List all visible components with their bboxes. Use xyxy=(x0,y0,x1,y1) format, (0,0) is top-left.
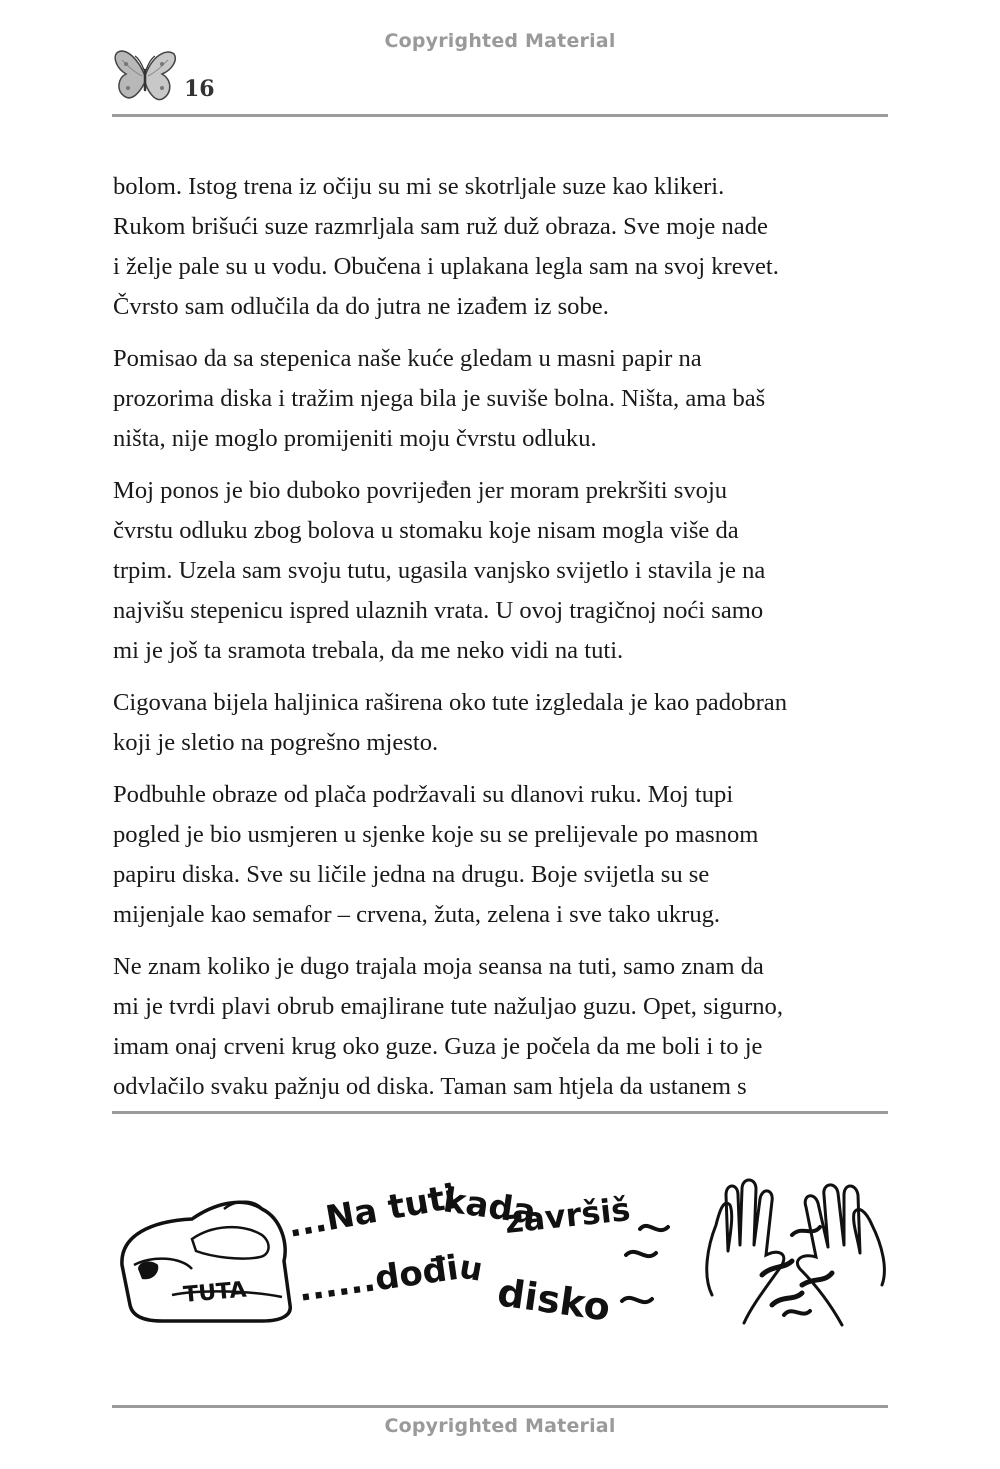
body-text xyxy=(113,167,893,1119)
text-line: čvrstu odluku zbog bolova u stomaku koje nisam mogla više da xyxy=(113,517,739,544)
text-line: trpim. Uzela sam svoju tutu, ugasila vanjsko svijetlo i stavila je na xyxy=(113,557,766,584)
text-line: mi je još ta sramota trebala, da me neko vidi na tuti. xyxy=(113,637,624,664)
paragraph xyxy=(113,683,893,763)
paragraph xyxy=(113,947,893,1107)
text-line: papiru diska. Sve su ličile jedna na drugu. Boje svijetla su se xyxy=(113,861,710,888)
text-line: Čvrsto sam odlučila da do jutra ne izađem iz sobe. xyxy=(113,293,609,320)
watermark-bottom: Copyrighted Material xyxy=(384,1415,616,1437)
footer-divider xyxy=(112,1111,888,1114)
bottom-divider xyxy=(112,1405,888,1408)
text-line: koji je sletio na pogrešno mjesto. xyxy=(113,729,439,756)
text-line: imam onaj crveni krug oko guze. Guza je počela da me boli i to je xyxy=(113,1033,763,1060)
text-line: Rukom brišući suze razmrljala sam ruž duž obraza. Sve moje nade xyxy=(113,213,768,240)
text-line: mi je tvrdi plavi obrub emajlirane tute nažuljao guzu. Opet, sigurno, xyxy=(113,993,783,1020)
slogan-line1-b: kada xyxy=(440,1180,539,1233)
watermark-top: Copyrighted Material xyxy=(384,30,616,52)
text-line: Podbuhle obraze od plača podržavali su dlanovi ruku. Moj tupi xyxy=(113,781,734,808)
text-line: ništa, nije moglo promijeniti moju čvrstu odluku. xyxy=(113,425,597,452)
paragraph xyxy=(113,167,893,327)
hands-icon xyxy=(707,1180,885,1325)
slogan-line1-a: ...Na tuti xyxy=(284,1176,460,1246)
text-line: najvišu stepenicu ispred ulaznih vrata. U ovoj tragičnoj noći samo xyxy=(113,597,764,624)
page-number: 16 xyxy=(184,76,215,102)
slogan-line2-b: u xyxy=(456,1247,486,1289)
potty-label: TUTA xyxy=(182,1277,248,1308)
butterfly-icon xyxy=(112,46,178,108)
footer-illustration xyxy=(112,1165,888,1355)
text-line: bolom. Istog trena iz očiju su mi se skotrljale suze kao klikeri. xyxy=(113,173,725,200)
slogan-line2-c: disko xyxy=(494,1270,613,1330)
text-line: mijenjale kao semafor – crvena, žuta, zelena i sve tako ukrug. xyxy=(113,901,721,928)
paragraph xyxy=(113,339,893,459)
text-line: i želje pale su u vodu. Obučena i uplakana legla sam na svoj krevet. xyxy=(113,253,779,280)
page-header xyxy=(112,46,888,110)
slogan-line1-c: završiš xyxy=(502,1190,633,1241)
paragraph xyxy=(113,471,893,671)
paragraph xyxy=(113,775,893,935)
text-line: Pomisao da sa stepenica naše kuće gledam u masni papir na xyxy=(113,345,702,372)
text-line: pogled je bio usmjeren u sjenke koje su se prelijevale po masnom xyxy=(113,821,759,848)
text-line: Ne znam koliko je dugo trajala moja seansa na tuti, samo znam da xyxy=(113,953,764,980)
slogan-line2-a: ......dođi xyxy=(295,1247,461,1310)
text-line: prozorima diska i tražim njega bila je suviše bolna. Ništa, ama baš xyxy=(113,385,766,412)
text-line: odvlačilo svaku pažnju od diska. Taman sam htjela da ustanem s xyxy=(113,1073,747,1100)
text-line: Cigovana bijela haljinica raširena oko tute izgledala je kao padobran xyxy=(113,689,788,716)
header-divider xyxy=(112,114,888,117)
text-line: Moj ponos je bio duboko povrijeđen jer moram prekršiti svoju xyxy=(113,477,728,504)
